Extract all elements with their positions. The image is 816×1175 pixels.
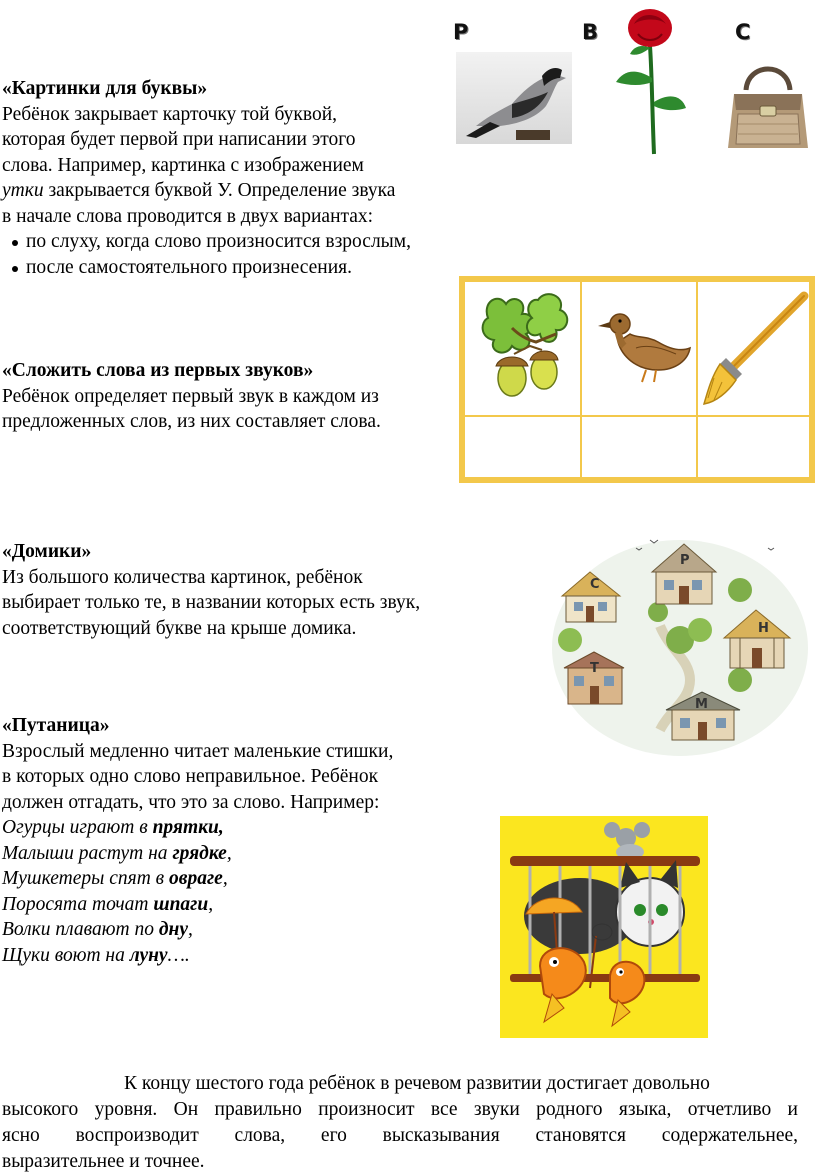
text-line: Ребёнок определяет первый звук в каждом из <box>2 385 379 407</box>
bullet-item: по слуху, когда слово произносится взрослым, <box>2 229 482 255</box>
text-line: Из большого количества картинок, ребёнок <box>2 566 363 588</box>
poem-line <box>2 866 492 892</box>
text-line: выразительнее и точнее. <box>2 1151 205 1172</box>
poem-text: Малыши растут на <box>2 842 173 864</box>
letter-v: В <box>582 20 599 44</box>
conclusion-paragraph <box>2 1071 798 1175</box>
poem-text: …. <box>167 944 190 966</box>
text-line: которая будет первой при написании этого <box>2 129 356 150</box>
poem-wrong-word: луну <box>129 944 168 966</box>
section-first-sounds <box>2 358 452 435</box>
acorn-picture <box>476 288 572 400</box>
poem-text: , <box>222 868 228 889</box>
poem-wrong-word: грядке <box>172 842 227 864</box>
duck-picture <box>596 308 692 384</box>
letter-s: С <box>735 20 751 44</box>
text-line: высокого уровня. Он правильно произносит все звуки родного языка, отчетливо и <box>2 1099 798 1120</box>
brush-picture <box>700 290 812 406</box>
text-fragment: закрывается буквой У. Определение звука <box>43 180 396 201</box>
section-title: «Картинки для буквы» <box>2 78 208 99</box>
section-houses <box>2 539 502 641</box>
handbag-picture <box>726 54 810 154</box>
houses-picture <box>540 530 816 760</box>
poem-line <box>2 815 492 841</box>
text-line: должен отгадать, что это за слово. Например: <box>2 791 380 813</box>
poem-wrong-word: шпаги <box>153 893 209 915</box>
poem-line <box>2 841 492 867</box>
grid-cell <box>696 415 811 479</box>
text-line: выбирает только те, в названии которых есть звук, <box>2 592 421 613</box>
poem-line <box>2 917 492 943</box>
cat-cage-picture <box>500 816 708 1038</box>
grid-cell <box>580 415 698 479</box>
poem-wrong-word: дну <box>158 919 188 940</box>
text-line: Ребёнок закрывает карточку той буквой, <box>2 103 338 125</box>
poem-text: Волки плавают по <box>2 919 159 940</box>
rose-picture <box>612 6 688 156</box>
text-line: соответствующий букве на крыше домика. <box>2 617 357 639</box>
text-line: предложенных слов, из них составляет слова. <box>2 411 381 432</box>
poem-line <box>2 943 492 969</box>
poem-text: , <box>226 842 232 864</box>
bullet-list <box>2 229 482 280</box>
section-title: «Путаница» <box>2 715 110 736</box>
poem-text: Щуки воют на <box>2 944 130 966</box>
poem-text: , <box>208 893 214 915</box>
poem-wrong-word: прятки, <box>152 817 224 838</box>
bullet-item: после самостоятельного произнесения. <box>2 255 482 281</box>
poem-text: , <box>188 919 193 940</box>
text-line: К концу шестого года ребёнок в речевом развитии достигает довольно <box>124 1073 710 1094</box>
letter-r: Р <box>453 20 469 44</box>
poem-text: Огурцы играют в <box>2 817 153 838</box>
section-letter-pictures <box>2 76 482 280</box>
house-letter: С <box>590 577 600 592</box>
poem <box>2 815 492 968</box>
section-confusion <box>2 713 492 968</box>
text-line <box>2 178 482 204</box>
poem-text: Поросята точат <box>2 893 154 915</box>
text-line: ясно воспроизводит слова, его высказывания становятся содержательнее, <box>2 1125 798 1146</box>
poem-line <box>2 892 492 918</box>
italic-word: утки <box>2 180 44 201</box>
section-title: «Сложить слова из первых звуков» <box>2 360 314 381</box>
grid-cell <box>463 415 582 479</box>
text-line: в которых одно слово неправильное. Ребёнок <box>2 766 379 787</box>
house-letter: Н <box>758 621 769 636</box>
house-letter: Т <box>590 661 599 676</box>
poem-wrong-word: овраге <box>169 868 223 889</box>
section-title: «Домики» <box>2 541 92 562</box>
poem-text: Мушкетеры спят в <box>2 868 169 889</box>
text-line: слова. Например, картинка с изображением <box>2 154 364 176</box>
house-letter: Р <box>680 553 690 568</box>
text-line: в начале слова проводится в двух вариантах: <box>2 205 374 227</box>
text-line: Взрослый медленно читает маленькие стишки, <box>2 740 394 762</box>
house-letter: М <box>695 697 708 712</box>
